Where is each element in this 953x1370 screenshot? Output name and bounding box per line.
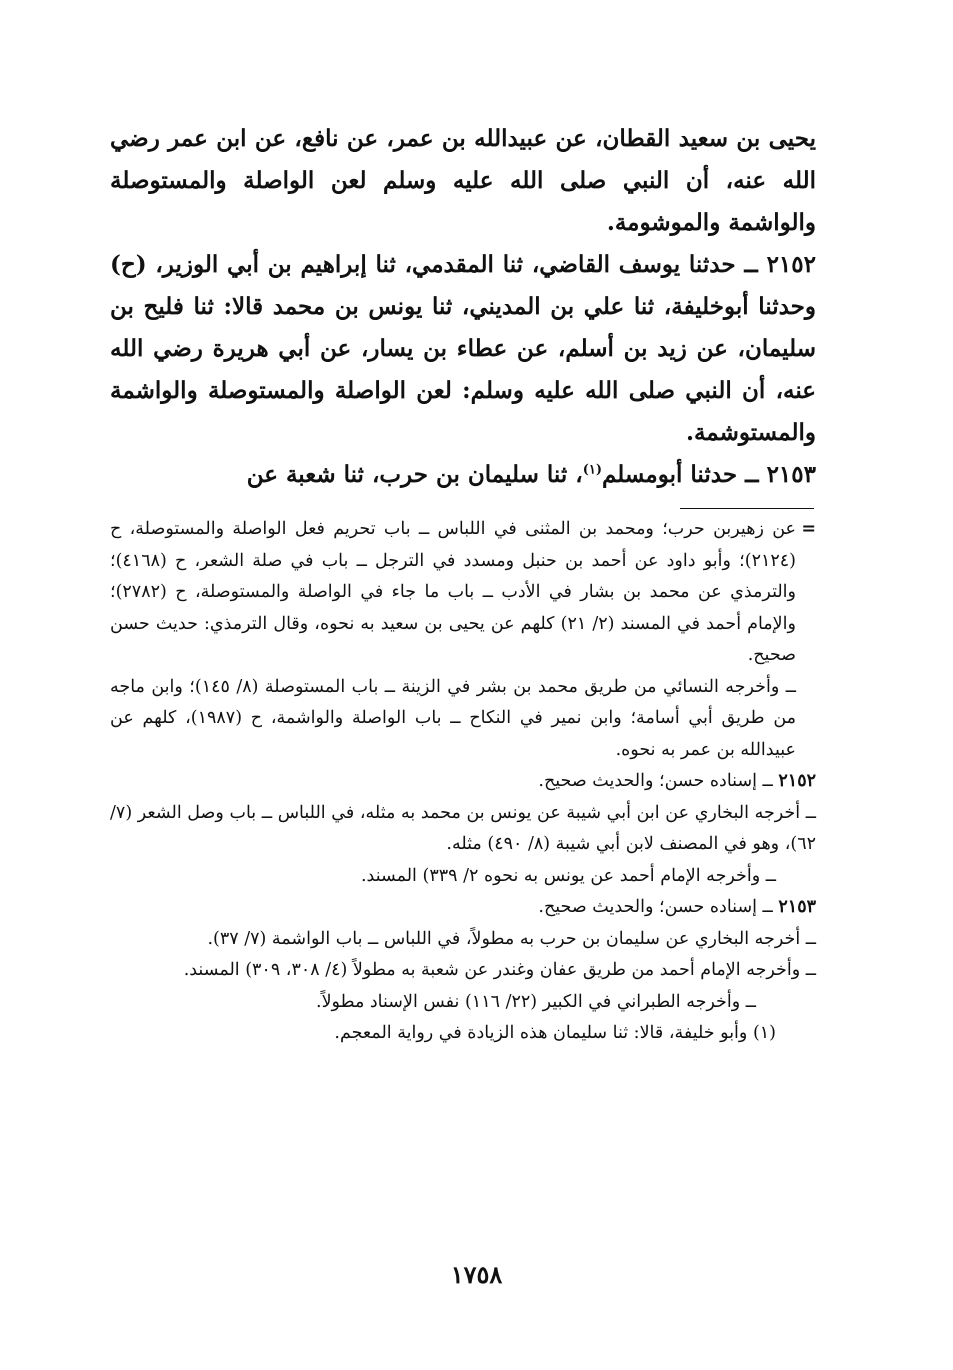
footnote-text: ــ أخرجه البخاري عن سليمان بن حرب به مطولاً، في اللباس ــ باب الواشمة (٧/ ٣٧). [207, 928, 816, 949]
footnote-text: ــ وأخرجه الإمام أحمد من طريق عفان وغندر عن شعبة به مطولاً (٤/ ٣٠٨، ٣٠٩) المسند. [183, 960, 816, 980]
paragraph-continued [110, 118, 816, 244]
footnote-number: ٢١٥٢ [778, 771, 816, 791]
paragraph-text: يحيى بن سعيد القطان، عن عبيدالله بن عمر، عن نافع، عن ابن عمر رضي الله عنه، أن النبي صلى الله عليه وسلم لعن الواصلة والمستوصلة والواشمة والموشومة. [110, 125, 816, 236]
page-number: ١٧٥٨ [450, 1260, 503, 1289]
footnote-text: ــ إسناده حسن؛ والحديث صحيح. [538, 771, 773, 791]
footnote-number: ٢١٥٣ [778, 897, 816, 917]
footnote-2152 [110, 766, 816, 798]
hadith-text: حدثنا أبومسلم [601, 461, 738, 488]
hadith-text: حدثنا يوسف القاضي، ثنا المقدمي، ثنا إبراهيم بن أبي الوزير، (ح) وحدثنا أبوخليفة، ثنا علي بن المديني، ثنا يونس بن محمد قالا: ثنا فليح بن سليمان، عن زيد بن أسلم، عن عطاء بن يسار، عن أبي هريرة رضي الله عنه، أن النبي صلى الله عليه وسلم: لعن الواصلة والمستوصلة والواشمة والمستوشمة. [110, 251, 816, 446]
hadith-2153 [110, 454, 816, 496]
footnote-2153 [110, 892, 816, 924]
hadith-2152 [110, 244, 816, 454]
footnote-continued [110, 514, 816, 766]
dash: ــ [735, 251, 767, 278]
main-text [110, 118, 816, 496]
footnote-separator [680, 508, 814, 509]
hadith-number: ٢١٥٣ [766, 461, 816, 488]
footnote-text: ــ إسناده حسن؛ والحديث صحيح. [538, 897, 773, 917]
footnote-text: عن زهيربن حرب؛ ومحمد بن المثنى في اللباس ــ باب تحريم فعل الواصلة والمستوصلة، ح (٢١٢٤)؛ وأبو داود عن أحمد بن حنبل ومسدد في الترجل ــ باب في صلة الشعر، ح (٤١٦٨)؛ والترمذي عن محمد بن بشار في الأدب ــ باب ما جاء في الواصلة والمستوصلة، ح (٢٧٨٢)؛ والإمام أحمد في المسند (٢/ ٢١) كلهم عن يحيى بن سعيد به نحوه، وقال الترمذي: حديث حسن صحيح. [110, 519, 796, 665]
footnote-text: ــ وأخرجه الإمام أحمد عن يونس به نحوه ٢/ ٣٣٩) المسند. [360, 865, 776, 886]
hadith-number: ٢١٥٢ [766, 251, 816, 278]
footnotes [110, 514, 816, 1050]
hadith-text: ، ثنا سليمان بن حرب، ثنا شعبة عن [246, 461, 583, 488]
footnote-text: ــ أخرجه البخاري عن ابن أبي شيبة عن يونس بن محمد به مثله، في اللباس ــ باب وصل الشعر (٧/ ٦٢)، وهو في المصنف لابن أبي شيبة (٨/ ٤٩٠) مثله. [110, 802, 816, 854]
footnote-1: (١) وأبو خليفة، قالا: ثنا سليمان هذه الزيادة في رواية المعجم. [334, 1023, 776, 1043]
dash: ــ [737, 461, 767, 488]
footnote-reference: (١) [582, 462, 602, 478]
footnote-text: ــ وأخرجه النسائي من طريق محمد بن بشر في الزينة ــ باب المستوصلة (٨/ ١٤٥)؛ وابن ماجه من طريق أبي أسامة؛ وابن نمير في النكاح ــ باب الواصلة والواشمة، ح (١٩٨٧)، كلهم عن عبيدالله بن عمر به نحوه. [110, 676, 797, 760]
continuation-marker: = [801, 519, 816, 539]
footnote-text: ــ وأخرجه الطبراني في الكبير (٢٢/ ١١٦) نفس الإسناد مطولاً. [316, 991, 756, 1012]
